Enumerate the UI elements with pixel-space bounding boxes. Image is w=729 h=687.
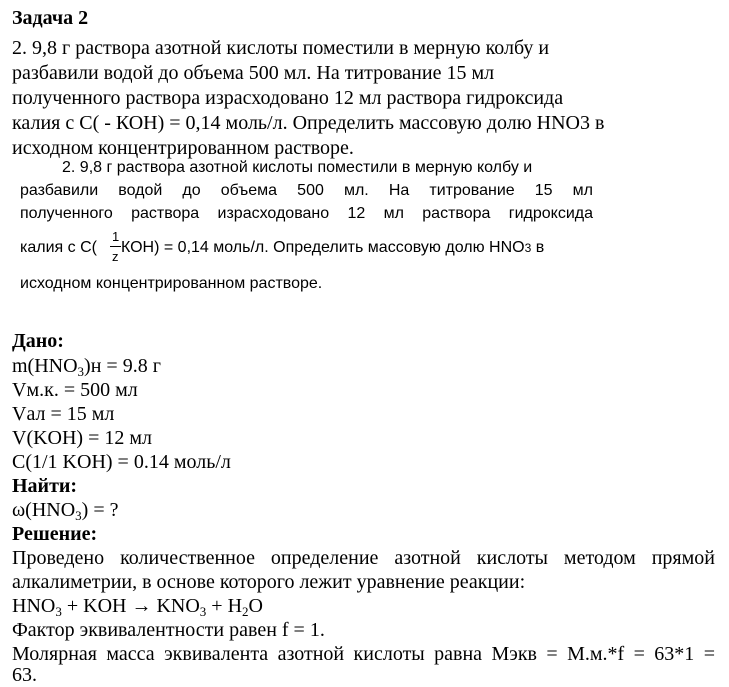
- problem-image-line: разбавили водой до объема 500 мл. На титрование 15 мл: [20, 182, 593, 199]
- given-koh-concentration: C(1/1 KOH) = 0.14 моль/л: [12, 451, 231, 473]
- find-text: ω(HNO: [12, 499, 76, 521]
- subscript: 3: [199, 604, 207, 619]
- equation-text: + H: [206, 595, 243, 617]
- fraction-denominator: z: [112, 249, 119, 264]
- find-heading: Найти:: [12, 475, 78, 497]
- given-koh-volume: V(KOH) = 12 мл: [12, 427, 153, 449]
- problem-line: 2. 9,8 г раствора азотной кислоты поместили в мерную колбу и: [12, 37, 550, 59]
- subscript: 3: [55, 604, 62, 619]
- problem-image-line: 2. 9,8 г раствора азотной кислоты поместили в мерную колбу и: [62, 159, 533, 176]
- subscript: 3: [77, 364, 85, 379]
- problem-image-text: в: [531, 239, 545, 256]
- given-mass: [12, 354, 161, 378]
- find-text: ) = ?: [81, 499, 119, 521]
- problem-image-line: полученного раствора израсходовано 12 мл раствора гидроксида: [20, 205, 593, 222]
- problem-line: исходном концентрированном растворе.: [12, 137, 354, 159]
- fraction-numerator: 1: [112, 229, 120, 244]
- solution-heading: Решение:: [12, 523, 98, 545]
- subscript: 2: [242, 604, 249, 619]
- given-aliquot-volume: Vал = 15 мл: [12, 403, 115, 425]
- equation-text: HNO: [12, 595, 56, 617]
- given-mass-text: m(HNO: [12, 355, 78, 377]
- given-flask-volume: Vм.к. = 500 мл: [12, 379, 138, 401]
- problem-image-line-4: [20, 238, 544, 258]
- problem-line: разбавили водой до объема 500 мл. На титрование 15 мл: [12, 62, 495, 84]
- problem-line: калия с С( - КОН) = 0,14 моль/л. Определить массовую долю HNO3 в: [12, 112, 605, 134]
- problem-image-line: исходном концентрированном растворе.: [20, 275, 323, 292]
- problem-line: полученного раствора израсходовано 12 мл раствора гидроксида: [12, 87, 564, 109]
- given-mass-text: )н = 9.8 г: [84, 355, 161, 377]
- equation-text: + KOH → KNO: [61, 595, 200, 617]
- molar-mass-line: 63.: [12, 664, 37, 686]
- equivalence-factor: Фактор эквивалентности равен f = 1.: [12, 619, 325, 641]
- molar-mass-line: Молярная масса эквивалента азотной кислоты равна Mэкв = M.м.*f = 63*1 =: [12, 643, 715, 665]
- solution-paragraph-line: алкалиметрии, в основе которого лежит уравнение реакции:: [12, 571, 526, 593]
- subscript: 3: [75, 508, 82, 523]
- problem-image-subscript: 3: [524, 241, 532, 255]
- task-title: Задача 2: [12, 7, 89, 29]
- problem-image-text: калия с С(: [20, 239, 97, 256]
- solution-paragraph-line: Проведено количественное определение азотной кислоты методом прямой: [12, 547, 715, 569]
- problem-image-text: КОН) = 0,14 моль/л. Определить массовую долю HNO: [120, 239, 525, 256]
- equation-text: O: [248, 595, 263, 617]
- fraction-bar: [110, 246, 121, 247]
- find-target: [12, 498, 118, 522]
- reaction-equation: [12, 594, 263, 618]
- given-heading: Дано:: [12, 330, 64, 352]
